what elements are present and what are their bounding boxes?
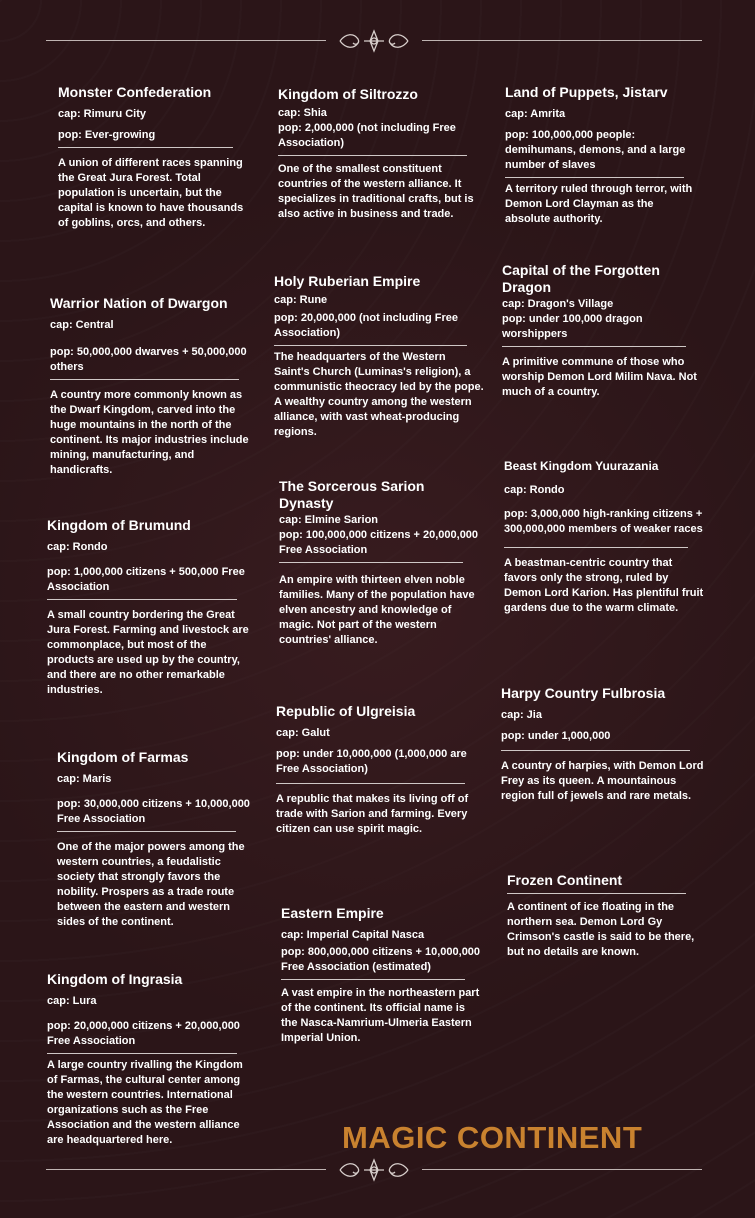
entry-description: A vast empire in the northeastern part of the continent. Its official name is the Nasca-Namrium-Ulmeria Eastern Imperial Union. xyxy=(281,987,480,1044)
entry-farmas xyxy=(57,749,252,930)
bottom-divider xyxy=(46,1163,702,1177)
entry-population: pop: 3,000,000 high-ranking citizens + 300,000,000 members of weaker races xyxy=(504,508,703,535)
entry-name: Republic of Ulgreisia xyxy=(276,703,416,719)
entry-description: An empire with thirteen elven noble families. Many of the population have elven ancestry and knowledge of magic. Not part of the western countries' alliance. xyxy=(279,574,475,646)
entry-capital: cap: Central xyxy=(50,319,114,331)
divider xyxy=(47,1053,237,1054)
entry-population: pop: 50,000,000 dwarves + 50,000,000 others xyxy=(50,346,247,373)
divider xyxy=(279,562,463,563)
entry-population: pop: 100,000,000 people: demihumans, demons, and a large number of slaves xyxy=(505,129,686,171)
entry-description: A small country bordering the Great Jura Forest. Farming and livestock are commonplace, but most of the products are used up by the country, and there are no other remarkable industries. xyxy=(47,609,249,696)
entry-name: Eastern Empire xyxy=(281,905,384,921)
entry-description: A primitive commune of those who worship Demon Lord Milim Nava. Not much of a country. xyxy=(502,356,697,398)
divider xyxy=(50,379,239,380)
entry-capital: cap: Shia xyxy=(278,107,327,119)
divider xyxy=(507,893,686,894)
divider xyxy=(502,346,686,347)
page-title: MAGIC CONTINENT xyxy=(342,1120,643,1155)
entry-description: One of the smallest constituent countries of the western alliance. It specializes in traditional crafts, but is also active in business and trade. xyxy=(278,163,474,220)
entry-ingrasia xyxy=(47,971,253,1148)
entry-population: pop: 20,000,000 (not including Free Association) xyxy=(274,312,458,339)
entry-population: pop: 20,000,000 citizens + 20,000,000 Free Association xyxy=(47,1020,240,1047)
entry-description: One of the major powers among the western countries, a feudalistic society that strongly favors the nobility. Prospers as a trade route between the eastern and western sides of the continent. xyxy=(57,841,245,928)
divider xyxy=(504,547,688,548)
entry-brumund xyxy=(47,517,253,698)
entry-name: The Sorcerous Sarion Dynasty xyxy=(279,478,425,511)
entry-capital: cap: Rimuru City xyxy=(58,108,147,120)
entry-name: Kingdom of Siltrozzo xyxy=(278,86,418,102)
entry-capital: cap: Imperial Capital Nasca xyxy=(281,929,425,941)
entry-description: A republic that makes its living off of trade with Sarion and farming. Every citizen can use spirit magic. xyxy=(276,793,469,835)
entry-population: pop: 2,000,000 (not including Free Association) xyxy=(278,122,456,149)
entry-capital: cap: Rune xyxy=(274,294,328,306)
entry-population: pop: 800,000,000 citizens + 10,000,000 Free Association (estimated) xyxy=(281,946,481,973)
divider xyxy=(58,147,233,148)
divider xyxy=(274,345,467,346)
divider xyxy=(278,155,467,156)
entry-frozen-continent xyxy=(507,872,702,960)
divider xyxy=(47,599,237,600)
entry-population: pop: 100,000,000 citizens + 20,000,000 Free Association xyxy=(279,529,479,556)
entry-jistarv xyxy=(505,84,700,227)
entry-name: Capital of the Forgotten Dragon xyxy=(502,262,660,295)
entry-capital: cap: Elmine Sarion xyxy=(279,514,379,526)
entry-description: A country of harpies, with Demon Lord Frey as its queen. A mountainous region full of jewels and rare metals. xyxy=(501,760,704,802)
entry-name: Kingdom of Farmas xyxy=(57,749,189,765)
divider xyxy=(501,750,690,751)
entry-capital: cap: Amrita xyxy=(505,108,566,120)
entry-capital: cap: Rondo xyxy=(47,541,108,553)
divider xyxy=(505,177,684,178)
entry-population: pop: Ever-growing xyxy=(58,129,156,141)
entry-description: A large country rivalling the Kingdom of Farmas, the cultural center among the western countries. International organizations such as the Free Association and the western alliance are headquartered here. xyxy=(47,1059,243,1146)
entry-description: A territory ruled through terror, with Demon Lord Clayman as the absolute authority. xyxy=(505,183,693,225)
entry-capital: cap: Maris xyxy=(57,773,112,785)
entry-description: A union of different races spanning the Great Jura Forest. Total population is uncertain, but the capital is known to have thousands of goblins, orcs, and others. xyxy=(58,157,244,229)
entry-capital: cap: Jia xyxy=(501,709,542,721)
entry-capital: cap: Rondo xyxy=(504,484,565,496)
divider xyxy=(281,979,465,980)
entry-sarion xyxy=(279,478,479,648)
entry-capital: cap: Galut xyxy=(276,727,330,739)
entry-capital: cap: Dragon's Village xyxy=(502,298,614,310)
entry-population: pop: under 10,000,000 (1,000,000 are Free Association) xyxy=(276,748,467,775)
entry-ruberian xyxy=(274,273,484,440)
entry-fulbrosia xyxy=(501,685,706,804)
entry-population: pop: 1,000,000 citizens + 500,000 Free Association xyxy=(47,566,245,593)
divider xyxy=(57,831,236,832)
entry-name: Land of Puppets, Jistarv xyxy=(505,84,668,100)
entry-population: pop: under 100,000 dragon worshippers xyxy=(502,313,643,340)
entry-population: pop: 30,000,000 citizens + 10,000,000 Free Association xyxy=(57,798,250,825)
entry-description: A continent of ice floating in the northern sea. Demon Lord Gy Crimson's castle is said to be there, but no details are known. xyxy=(507,901,695,958)
entry-yuurazania xyxy=(504,458,704,616)
entry-siltrozzo xyxy=(278,86,483,222)
entry-name: Warrior Nation of Dwargon xyxy=(50,295,228,311)
entry-name: Kingdom of Brumund xyxy=(47,517,191,533)
top-divider xyxy=(46,34,702,48)
entry-dwargon xyxy=(50,295,255,478)
entry-name: Monster Confederation xyxy=(58,84,212,100)
entry-capital: cap: Lura xyxy=(47,995,97,1007)
entry-description: A country more commonly known as the Dwarf Kingdom, carved into the huge mountains in the north of the continent. Its major industries include mining, manufacturing, and handicrafts. xyxy=(50,389,249,476)
flourish-ornament-icon xyxy=(336,1158,412,1182)
entry-forgotten-dragon xyxy=(502,262,702,400)
entry-description: A beastman-centric country that favors only the strong, ruled by Demon Lord Karion. Has plentiful fruit gardens due to the warm climate. xyxy=(504,557,704,614)
entry-population: pop: under 1,000,000 xyxy=(501,730,611,742)
entry-ulgreisia xyxy=(276,703,481,837)
entry-eastern-empire xyxy=(281,905,481,1046)
entry-name: Harpy Country Fulbrosia xyxy=(501,685,666,701)
divider xyxy=(276,783,465,784)
entry-monster-confederation xyxy=(58,84,248,231)
flourish-ornament-icon xyxy=(336,29,412,53)
entry-name: Holy Ruberian Empire xyxy=(274,273,421,289)
entry-name: Beast Kingdom Yuurazania xyxy=(504,459,659,473)
entry-description: The headquarters of the Western Saint's Church (Luminas's religion), a communistic theocracy led by the pope. A wealthy country among the western alliance, with vast wheat-producing regions. xyxy=(274,351,484,438)
entry-name: Kingdom of Ingrasia xyxy=(47,971,183,987)
entry-name: Frozen Continent xyxy=(507,872,623,888)
